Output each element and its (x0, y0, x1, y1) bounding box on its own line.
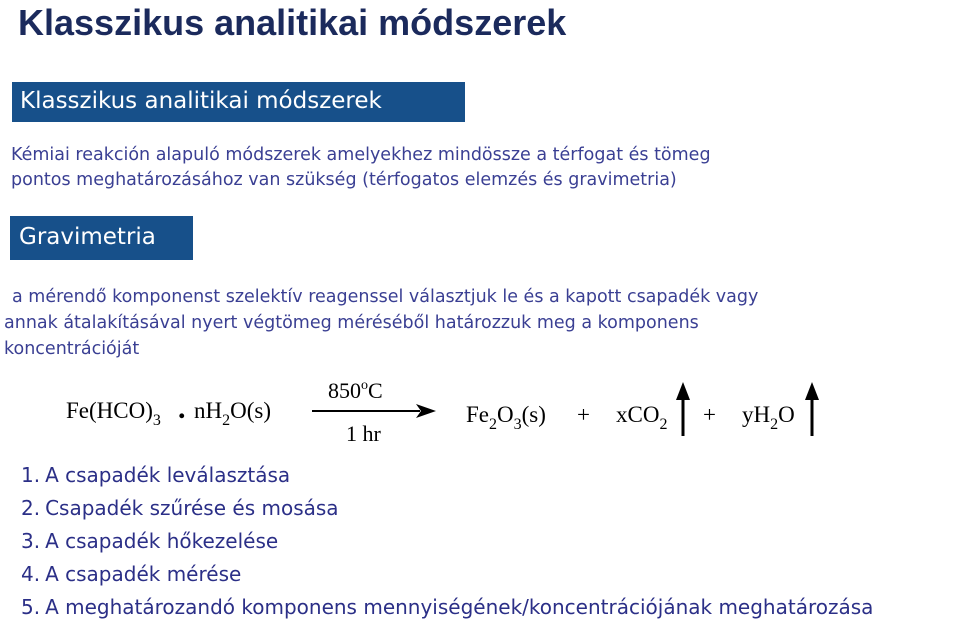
water-subscript: 2 (222, 412, 231, 429)
section-label: Klasszikus analitikai módszerek (12, 82, 465, 122)
product2-subscript: 2 (659, 416, 668, 433)
gas-arrow-1-head (676, 382, 690, 400)
step-text: A csapadék hőkezelése (45, 529, 279, 553)
svg-text:Fe2O3(s) (466, 402, 546, 433)
step-number: 5. (21, 595, 41, 619)
product1-fe: Fe (466, 402, 489, 427)
step-text: A csapadék leválasztása (45, 463, 291, 487)
product2-formula: xCO (616, 402, 660, 427)
intro-line-2: pontos meghatározásához van szükség (térfogatos elemzés és gravimetria) (11, 170, 677, 190)
page-title: Klasszikus analitikai módszerek (18, 2, 567, 43)
gas-arrow-2-head (805, 382, 819, 400)
gravimetry-description (4, 284, 758, 362)
intro-line-1: Kémiai reakción alapuló módszerek amelyekhez mindössze a térfogat és tömeg (11, 145, 711, 165)
product1-state: (s) (521, 402, 546, 427)
product1-sub-2: 3 (513, 416, 522, 433)
svg-text:Fe(HCO)3 (66, 398, 161, 429)
product1-o: O (497, 402, 514, 427)
temperature-value: 850 (328, 378, 361, 403)
step-text: A csapadék mérése (45, 562, 242, 586)
plus-sign-2: + (703, 402, 716, 427)
svg-text:xCO2 (616, 402, 667, 433)
description-line-1: a mérendő komponenst szelektív reagenssel választjuk le és a kapott csapadék vagy (12, 287, 759, 307)
svg-text:nH2O(s) (194, 398, 271, 429)
step-item (21, 525, 873, 558)
gravimetry-label: Gravimetria (10, 216, 193, 260)
step-number: 1. (21, 463, 41, 487)
step-item (21, 558, 873, 591)
reactant-formula: Fe(HCO) (66, 398, 153, 423)
temperature-degree: o (361, 378, 368, 393)
step-text: Csapadék szűrése és mosása (45, 496, 339, 520)
product3-subscript: 2 (770, 416, 779, 433)
step-item (21, 459, 873, 492)
chemical-equation (60, 376, 860, 448)
description-line-2: annak átalakításával nyert végtömeg méréséből határozzuk meg a komponens (4, 313, 699, 333)
water-suffix: O(s) (230, 398, 272, 423)
water-prefix: nH (194, 398, 223, 423)
temperature-unit: C (368, 378, 383, 403)
step-number: 3. (21, 529, 41, 553)
step-text: A meghatározandó komponens mennyiségének/koncentrációjának meghatározása (45, 595, 874, 619)
product3-formula: yH (742, 402, 771, 427)
reactant-subscript: 3 (152, 412, 161, 429)
hydrate-dot: . (178, 392, 186, 425)
step-number: 2. (21, 496, 41, 520)
reaction-time: 1 hr (346, 421, 381, 446)
svg-text:yH2O (742, 402, 795, 433)
product3-o: O (778, 402, 795, 427)
intro-text (11, 143, 711, 193)
procedure-steps (21, 459, 873, 624)
step-item (21, 591, 873, 624)
plus-sign-1: + (577, 402, 590, 427)
product1-sub-1: 2 (489, 416, 497, 433)
step-item (21, 492, 873, 525)
step-number: 4. (21, 562, 41, 586)
description-line-3: koncentrációját (4, 339, 140, 359)
svg-text:850oC (328, 378, 383, 403)
